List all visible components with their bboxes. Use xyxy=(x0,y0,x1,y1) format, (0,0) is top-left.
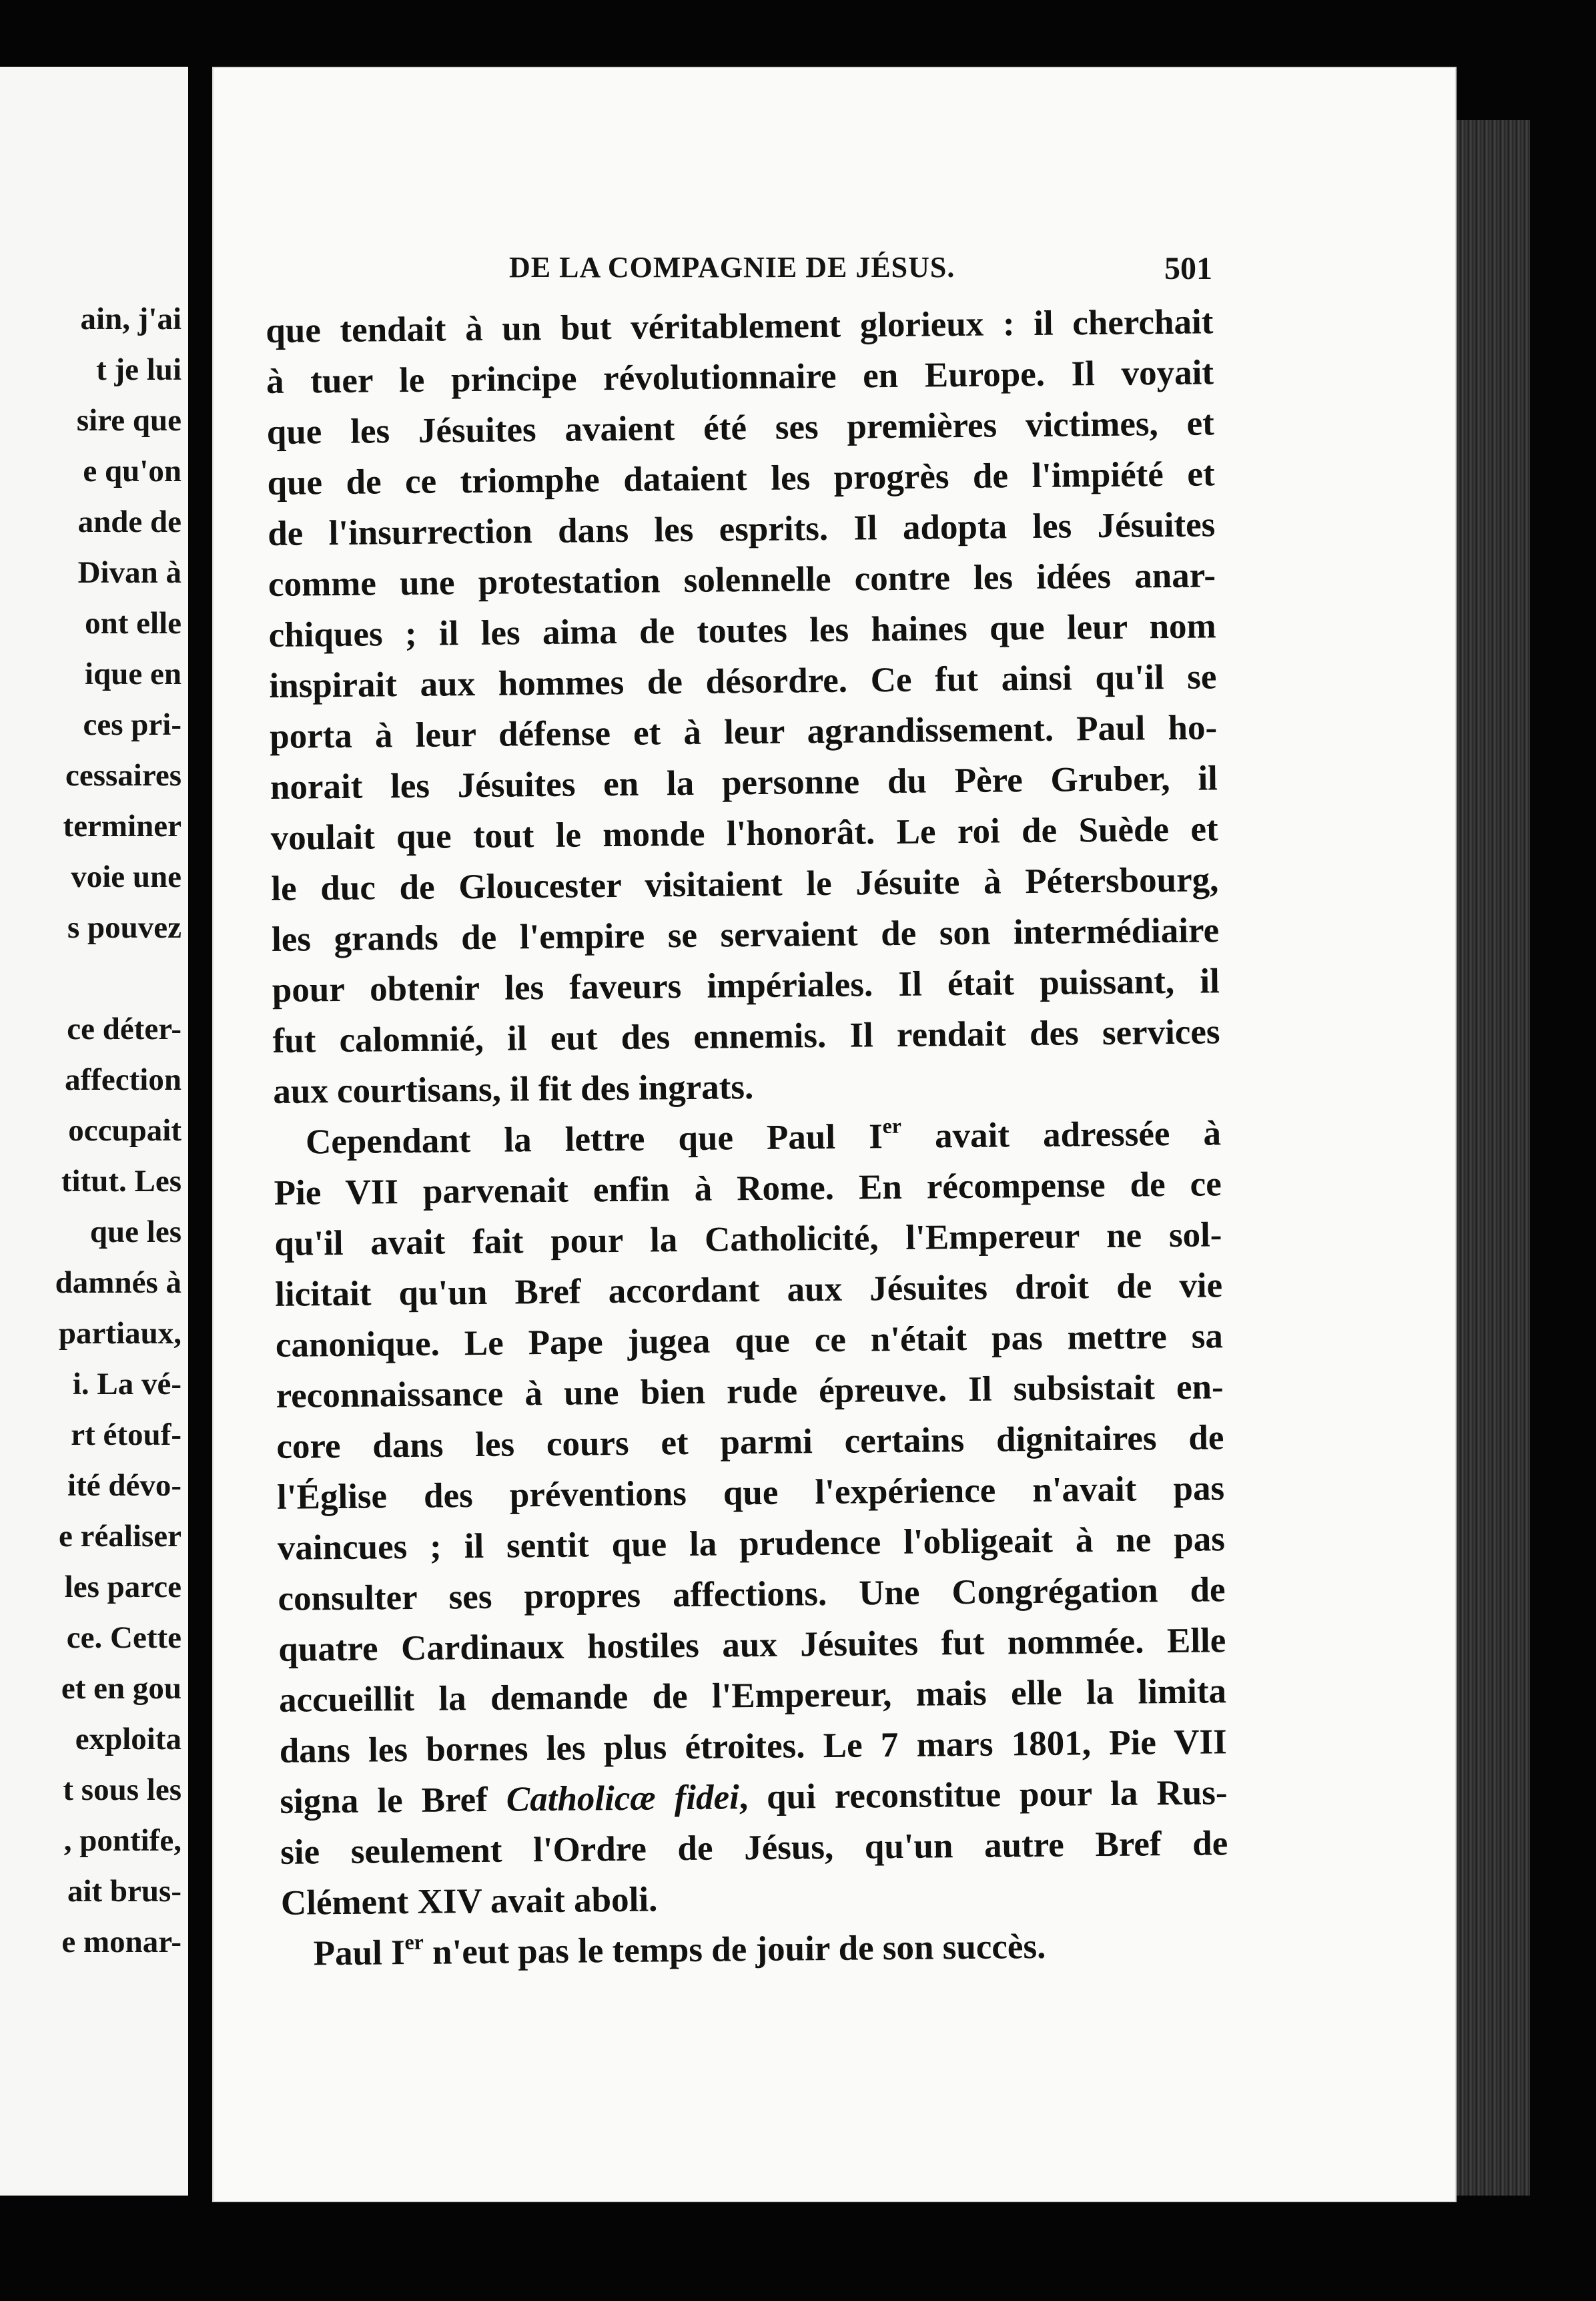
text-line: Pie VII parvenait enfin à Rome. En récompense de ce xyxy=(274,1165,1222,1213)
text-line: chiques ; il les aima de toutes les haines que leur nom xyxy=(268,607,1216,655)
previous-page-line: ande de xyxy=(77,505,181,539)
text-line: reconnaissance à une bien rude épreuve. Il subsistait en- xyxy=(276,1367,1224,1415)
text-line: fut calomnié, il eut des ennemis. Il rendait des services xyxy=(272,1012,1220,1060)
previous-page-line: , pontife, xyxy=(63,1823,181,1858)
page-number: 501 xyxy=(1164,251,1212,286)
previous-page-line: titut. Les xyxy=(61,1164,181,1199)
previous-page-line: rt étouf- xyxy=(71,1417,181,1452)
text-line: sie seulement l'Ordre de Jésus, qu'un autre Bref de xyxy=(280,1824,1228,1872)
page-stack-edge xyxy=(1457,120,1530,2196)
previous-page-line: et en gou xyxy=(61,1671,181,1706)
text-line: Clément XIV avait aboli. xyxy=(280,1880,658,1923)
text-line: canonique. Le Pape jugea que ce n'était pas mettre sa xyxy=(275,1317,1224,1365)
previous-page-fragment xyxy=(0,67,188,2196)
previous-page-text xyxy=(55,294,181,1967)
text-line: signa le Bref Catholicæ fidei, qui reconstitue pour la Rus- xyxy=(280,1773,1228,1821)
previous-page-line: cessaires xyxy=(65,758,181,793)
previous-page-line: e réaliser xyxy=(59,1519,181,1554)
previous-page-line: ces pri- xyxy=(83,707,181,742)
text-line: licitait qu'un Bref accordant aux Jésuites droit de vie xyxy=(274,1266,1223,1314)
text-line: Cependant la lettre que Paul Ier avait adressée à xyxy=(305,1114,1222,1162)
previous-page-line: ain, j'ai xyxy=(80,302,181,336)
previous-page-line: partiaux, xyxy=(58,1316,181,1351)
previous-page-line: ique en xyxy=(85,657,181,691)
previous-page-line: voie une xyxy=(71,860,181,894)
previous-page-line: e qu'on xyxy=(83,454,181,488)
previous-page-line: terminer xyxy=(63,809,181,844)
running-title: DE LA COMPAGNIE DE JÉSUS. xyxy=(509,251,955,284)
text-line: norait les Jésuites en la personne du Père Gruber, il xyxy=(270,759,1218,807)
book-page xyxy=(212,67,1457,2202)
previous-page-line: que les xyxy=(89,1215,181,1249)
previous-page-line: les parce xyxy=(64,1570,181,1604)
previous-page-line: e monar- xyxy=(61,1925,181,1959)
previous-page-line: ont elle xyxy=(85,606,181,641)
previous-page-line: exploita xyxy=(75,1722,181,1756)
text-line: voulait que tout le monde l'honorât. Le roi de Suède et xyxy=(270,809,1218,858)
previous-page-line: damnés à xyxy=(55,1265,181,1300)
text-line: que de ce triomphe dataient les progrès de l'impiété et xyxy=(267,454,1215,503)
text-line: Paul Ier n'eut pas le temps de jouir de son succès. xyxy=(313,1927,1046,1973)
text-line: que tendait à un but véritablement glorieux : il cherchait xyxy=(266,302,1214,350)
text-line: porta à leur défense et à leur agrandissement. Paul ho- xyxy=(269,708,1218,756)
text-line: à tuer le principe révolutionnaire en Europe. Il voyait xyxy=(266,353,1214,401)
body-text xyxy=(266,296,1229,1979)
previous-page-line: ce. Cette xyxy=(66,1620,181,1655)
text-line: quatre Cardinaux hostiles aux Jésuites fut nommée. Elle xyxy=(278,1621,1226,1669)
text-line: core dans les cours et parmi certains dignitaires de xyxy=(276,1418,1224,1466)
previous-page-line: affection xyxy=(65,1062,181,1097)
text-line: de l'insurrection dans les esprits. Il adopta les Jésuites xyxy=(268,505,1216,553)
text-line: accueillit la demande de l'Empereur, mais elle la limita xyxy=(278,1672,1227,1720)
text-line: dans les bornes les plus étroites. Le 7 mars 1801, Pie VII xyxy=(279,1722,1228,1770)
text-line: comme une protestation solennelle contre les idées anar- xyxy=(268,556,1216,604)
text-line: vaincues ; il sentit que la prudence l'obligeait à ne pas xyxy=(277,1520,1226,1568)
previous-page-line: occupait xyxy=(68,1113,181,1148)
previous-page-line: sire que xyxy=(76,403,181,438)
previous-page-line xyxy=(55,953,181,1004)
text-line: aux courtisans, il fit des ingrats. xyxy=(273,1068,754,1111)
text-line: l'Église des préventions que l'expérience n'avait pas xyxy=(276,1469,1225,1517)
previous-page-line: t je lui xyxy=(96,352,181,387)
previous-page-line: t sous les xyxy=(63,1772,181,1807)
previous-page-line: Divan à xyxy=(77,555,181,590)
text-line: pour obtenir les faveurs impériales. Il était puissant, il xyxy=(272,962,1220,1010)
running-head xyxy=(212,250,1457,290)
previous-page-line: ce déter- xyxy=(67,1012,181,1046)
previous-page-line: s pouvez xyxy=(67,910,181,945)
previous-page-line: i. La vé- xyxy=(72,1367,181,1401)
previous-page-line: ait brus- xyxy=(67,1874,181,1909)
previous-page-line: ité dévo- xyxy=(67,1468,181,1503)
text-line: inspirait aux hommes de désordre. Ce fut ainsi qu'il se xyxy=(269,657,1217,705)
text-line: qu'il avait fait pour la Catholicité, l'Empereur ne sol- xyxy=(274,1215,1222,1263)
text-line: consulter ses propres affections. Une Congrégation de xyxy=(278,1570,1226,1618)
text-line: les grands de l'empire se servaient de son intermédiaire xyxy=(271,911,1220,959)
text-line: que les Jésuites avaient été ses premières victimes, et xyxy=(266,404,1215,452)
text-line: le duc de Gloucester visitaient le Jésuite à Pétersbourg, xyxy=(271,860,1219,908)
